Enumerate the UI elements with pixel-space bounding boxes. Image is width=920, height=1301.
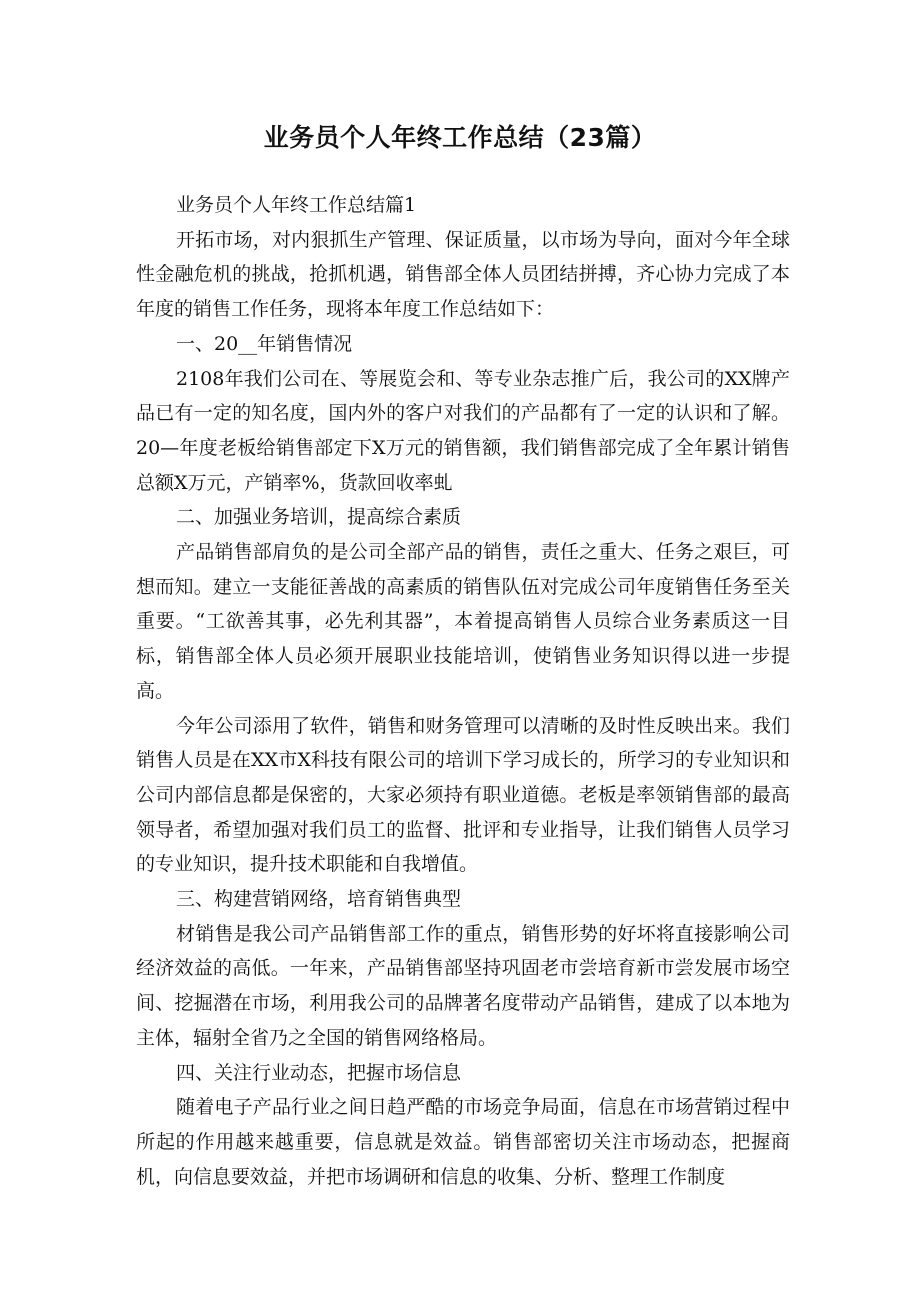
document-title: 业务员个人年终工作总结（23篇）	[263, 123, 657, 152]
section-heading-article-1: 业务员个人年终工作总结篇1	[176, 194, 417, 216]
section-heading-market-info: 四、关注行业动态，把握市场信息	[176, 1061, 462, 1084]
paragraph-intro: 开拓市场，对内狠抓生产管理、保证质量，以市场为导向，面对今年全球性金融危机的挑战，抢抓机遇，销售部全体人员团结拼搏，齐心协力完成了本年度的销售工作任务，现将本年度工作总结如下：	[136, 228, 790, 321]
paragraph-market-info: 随着电子产品行业之间日趋严酷的市场竞争局面，信息在市场营销过程中所起的作用越来越重要，信息就是效益。销售部密切关注市场动态，把握商机，向信息要效益，并把市场调研和信息的收集、分析、整理工作制度	[136, 1096, 790, 1188]
document-body	[136, 188, 790, 1194]
paragraph-network: 材销售是我公司产品销售部工作的重点，销售形势的好坏将直接影响公司经济效益的高低。一年来，产品销售部坚持巩固老市尝培育新市尝发展市场空间、挖掘潜在市场，利用我公司的品牌著名度带动产品销售，建成了以本地为主体，辐射全省乃之全国的销售网络格局。	[136, 922, 790, 1049]
paragraph-software: 今年公司添用了软件，销售和财务管理可以清晰的及时性反映出来。我们销售人员是在XX市X科技有限公司的培训下学习成长的，所学习的专业知识和公司内部信息都是保密的，大家必须持有职业道德。老板是率领销售部的最高领导者，希望加强对我们员工的监督、批评和专业指导，让我们销售人员学习的专业知识，提升技术职能和自我增值。	[136, 714, 790, 876]
paragraph-training: 产品销售部肩负的是公司全部产品的销售，责任之重大、任务之艰巨，可想而知。建立一支能征善战的高素质的销售队伍对完成公司年度销售任务至关重要。“工欲善其事，必先利其器”，本着提高销售人员综合业务素质这一目标，销售部全体人员必须开展职业技能培训，使销售业务知识得以进一步提高。	[136, 541, 790, 702]
section-heading-network: 三、构建营销网络，培育销售典型	[176, 888, 462, 911]
section-heading-training: 二、加强业务培训，提高综合素质	[176, 506, 462, 529]
paragraph-sales-situation: 2108年我们公司在、等展览会和、等专业杂志推广后，我公司的XX牌产品已有一定的知名度，国内外的客户对我们的产品都有了一定的认识和了解。20—年度老板给销售部定下X万元的销售额，我们销售部完成了全年累计销售总额X万元，产销率%，货款回收率虬	[136, 367, 790, 494]
section-heading-sales-situation: 一、20__年销售情况	[176, 332, 353, 355]
